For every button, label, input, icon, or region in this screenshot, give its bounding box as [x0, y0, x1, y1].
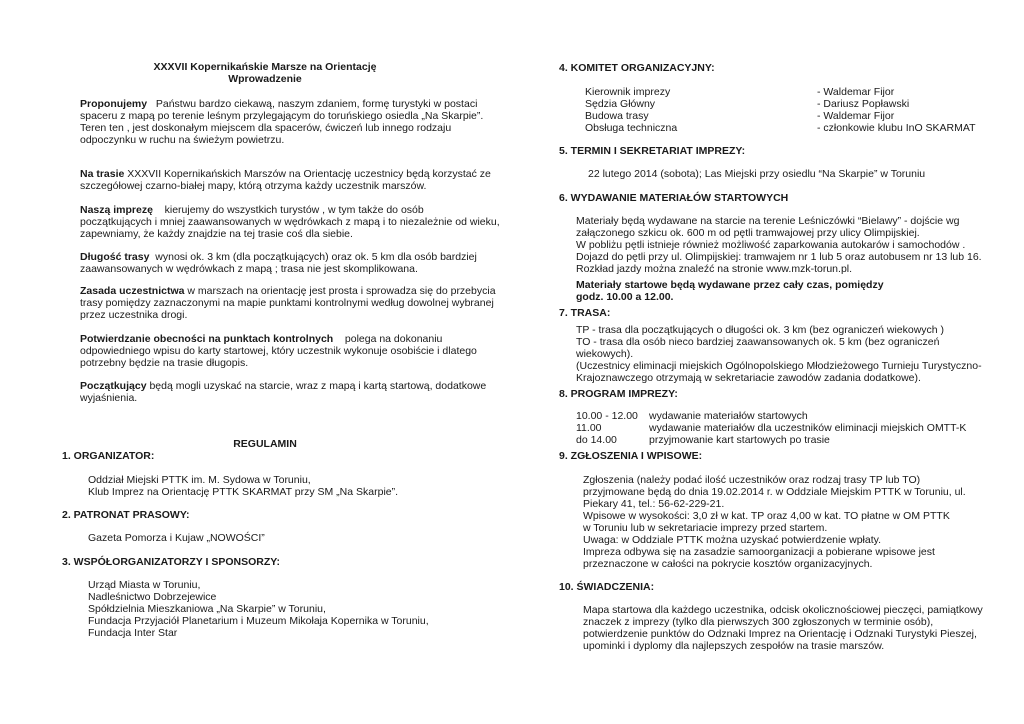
intro-p2-bold: Na trasie: [80, 168, 125, 180]
committee-name: - członkowie klubu InO SKARMAT: [817, 122, 976, 134]
intro-p1-bold: Proponujemy: [80, 98, 148, 110]
intro-p1-line4: odpoczynku w ruchu na świeżym powietrzu.: [80, 134, 285, 146]
intro-p5-line2: trasy pomiędzy zaznaczonymi na mapie punktami kontrolnymi według dowolnej wybranej: [80, 297, 494, 309]
section-10-line: potwierdzenie punktów do Odznaki Imprez na Orientację i Odznaki Turystyki Pieszej,: [583, 628, 977, 640]
intro-subtitle: Wprowadzenie: [228, 73, 302, 85]
intro-p1-line1: [80, 98, 477, 110]
section-1-heading: 1. ORGANIZATOR:: [62, 450, 155, 462]
intro-p3-line2: początkujących i mniej zaawansowanych w wędrówkach z mapą i to niezależnie od wieku,: [80, 216, 500, 228]
section-7-line: (Uczestnicy eliminacji miejskich Ogólnopolskiego Młodzieżowego Turnieju Turystyczno-: [576, 360, 982, 372]
intro-p2-line1: [80, 168, 491, 180]
section-1-line: Klub Imprez na Orientację PTTK SKARMAT przy SM „Na Skarpie”.: [88, 486, 399, 498]
intro-p6-line3: potrzebny będzie na trasie długopis.: [80, 357, 249, 369]
intro-p2-line2: szczegółowej czarno-białej mapy, którą otrzyma każdy uczestnik marszów.: [80, 180, 427, 192]
section-6-line: W pobliżu pętli istnieje również możliwość zaparkowania autokarów i samochodów .: [576, 239, 966, 251]
committee-role: Sędzia Główny: [585, 98, 656, 110]
section-4-heading: 4. KOMITET ORGANIZACYJNY:: [559, 62, 715, 74]
section-6-line: Dojazd do pętli przy ul. Olimpijskiej: tramwajem nr 1 lub 5 oraz autobusem nr 13 lub 16.: [576, 251, 982, 263]
section-6-line: Rozkład jazdy można znaleźć na stronie www.mzk-torun.pl.: [576, 263, 853, 275]
section-6-bold-line: godz. 10.00 a 12.00.: [576, 291, 674, 303]
intro-p7-line1: [80, 380, 486, 392]
intro-p1-text: Państwu bardzo ciekawą, naszym zdaniem, formę turystyki w postaci: [155, 98, 478, 110]
program-desc: przyjmowanie kart startowych po trasie: [649, 434, 830, 446]
section-9-line: przyjmowane będą do dnia 19.02.2014 r. w Oddziale Miejskim PTTK w Toruniu, ul.: [583, 486, 966, 498]
section-6-line: załączonego szkicu ok. 600 m od pętli tramwajowej przy ulicy Olimpijskiej.: [576, 227, 920, 239]
section-6-bold-line: Materiały startowe będą wydawane przez cały czas, pomiędzy: [576, 279, 884, 291]
program-time: do 14.00: [576, 434, 617, 446]
section-9-line: Zgłoszenia (należy podać ilość uczestników oraz rodzaj trasy TP lub TO): [583, 474, 921, 486]
section-5-line: 22 lutego 2014 (sobota); Las Miejski przy osiedlu “Na Skarpie” w Toruniu: [588, 168, 926, 180]
section-2-heading: 2. PATRONAT PRASOWY:: [62, 509, 190, 521]
section-3-line: Urząd Miasta w Toruniu,: [88, 579, 201, 591]
section-7-heading: 7. TRASA:: [559, 307, 611, 319]
section-6-heading: 6. WYDAWANIE MATERIAŁÓW STARTOWYCH: [559, 192, 789, 204]
program-time: 10.00 - 12.00: [576, 410, 638, 422]
intro-p7-bold: Początkujący: [80, 380, 147, 392]
section-9-line: Wpisowe w wysokości: 3,0 zł w kat. TP oraz 4,00 w kat. TO płatne w OM PTTK: [583, 510, 950, 522]
intro-p4-text: wynosi ok. 3 km (dla początkujących) oraz ok. 5 km dla osób bardziej: [155, 251, 477, 263]
intro-p5-bold: Zasada uczestnictwa: [80, 285, 185, 297]
program-desc: wydawanie materiałów startowych: [649, 410, 808, 422]
program-time: 11.00: [576, 422, 602, 434]
section-8-heading: 8. PROGRAM IMPREZY:: [559, 388, 678, 400]
section-10-line: Mapa startowa dla każdego uczestnika, odcisk okolicznościowej pieczęci, pamiątkowy: [583, 604, 983, 616]
regulamin-title: REGULAMIN: [233, 438, 297, 450]
intro-p5-text: w marszach na orientację jest prosta i sprowadza się do przebycia: [187, 285, 496, 297]
intro-p6-line2: odpowiedniego wpisu do karty startowej, który uczestnik wykonuje osobiście i dlatego: [80, 345, 477, 357]
intro-p6-text: polega na dokonaniu: [344, 333, 443, 345]
intro-p6-bold: Potwierdzanie obecności na punktach kontrolnych: [80, 333, 334, 345]
intro-p5-line1: [80, 285, 496, 297]
intro-p4-line1: [80, 251, 477, 263]
section-3-line: Spółdzielnia Mieszkaniowa „Na Skarpie” w Toruniu,: [88, 603, 326, 615]
intro-p2-text: XXXVII Kopernikańskich Marszów na Orientację uczestnicy będą korzystać ze: [127, 168, 491, 180]
section-7-line: TP - trasa dla początkujących o długości ok. 3 km (bez ograniczeń wiekowych ): [576, 324, 945, 336]
section-3-heading: 3. WSPÓŁORGANIZATORZY I SPONSORZY:: [62, 556, 280, 568]
section-7-line: TO - trasa dla osób nieco bardziej zaawansowanych ok. 5 km (bez ograniczeń: [576, 336, 940, 348]
section-6-line: Materiały będą wydawane na starcie na terenie Leśniczówki “Bielawy” - dojście wg: [576, 215, 960, 227]
section-9-line: Impreza odbywa się na zasadzie samoorganizacji a pobierane wpisowe jest: [583, 546, 935, 558]
intro-p4-bold: Długość trasy: [80, 251, 150, 263]
intro-p7-line2: wyjaśnienia.: [80, 392, 138, 404]
committee-role: Budowa trasy: [585, 110, 649, 122]
section-3-line: Fundacja Inter Star: [88, 627, 178, 639]
section-9-line: Piekary 41, tel.: 56-62-229-21.: [583, 498, 725, 510]
section-9-heading: 9. ZGŁOSZENIA I WPISOWE:: [559, 450, 703, 462]
section-10-line: znaczek z imprezy (tylko dla pierwszych 300 zgłoszonych w terminie osób),: [583, 616, 934, 628]
section-1-line: Oddział Miejski PTTK im. M. Sydowa w Toruniu,: [88, 474, 311, 486]
intro-p3-text: kierujemy do wszystkich turystów , w tym także do osób: [164, 204, 424, 216]
section-7-line: Krajoznawczego otrzymają w sekretariacie zawodów zadania dodatkowe).: [576, 372, 921, 384]
intro-p1-line2: spaceru z mapą po terenie leśnym przylegającym do toruńskiego osiedla „Na Skarpie”.: [80, 110, 484, 122]
section-3-line: Fundacja Przyjaciół Planetarium i Muzeum Mikołaja Kopernika w Toruniu,: [88, 615, 429, 627]
intro-p3-bold: Naszą imprezę: [80, 204, 153, 216]
intro-p5-line3: przez uczestnika drogi.: [80, 309, 188, 321]
intro-p3-line3: zapewniamy, że każdy znajdzie na tej trasie coś dla siebie.: [80, 228, 353, 240]
committee-role: Kierownik imprezy: [585, 86, 671, 98]
committee-role: Obsługa techniczna: [585, 122, 678, 134]
section-10-line: upominki i dyplomy dla najlepszych zespołów na trasie marszów.: [583, 640, 885, 652]
intro-p6-line1: [80, 333, 442, 345]
section-9-line: w Toruniu lub w sekretariacie imprezy przed startem.: [583, 522, 828, 534]
committee-name: - Dariusz Popławski: [817, 98, 910, 110]
intro-p4-line2: zaawansowanych w wędrówkach z mapą ; trasa nie jest skomplikowana.: [80, 263, 418, 275]
program-desc: wydawanie materiałów dla uczestników eliminacji miejskich OMTT-K: [649, 422, 967, 434]
intro-p1-line3: Teren ten , jest doskonałym miejscem dla spacerów, ćwiczeń lub innego rodzaju: [80, 122, 452, 134]
section-9-line: przeznaczone w całości na pokrycie kosztów organizacyjnych.: [583, 558, 873, 570]
section-7-line: wiekowych).: [576, 348, 634, 360]
committee-name: - Waldemar Fijor: [817, 86, 895, 98]
intro-p7-text: będą mogli uzyskać na starcie, wraz z mapą i kartą startową, dodatkowe: [149, 380, 487, 392]
intro-p3-line1: [80, 204, 424, 216]
section-5-heading: 5. TERMIN I SEKRETARIAT IMPREZY:: [559, 145, 746, 157]
section-10-heading: 10. ŚWIADCZENIA:: [559, 581, 655, 593]
section-3-line: Nadleśnictwo Dobrzejewice: [88, 591, 217, 603]
section-2-line: Gazeta Pomorza i Kujaw „NOWOŚCI”: [88, 532, 265, 544]
intro-title: XXXVII Kopernikańskie Marsze na Orientację: [153, 61, 377, 73]
section-9-line: Uwaga: w Oddziale PTTK można uzyskać potwierdzenie wpłaty.: [583, 534, 882, 546]
committee-name: - Waldemar Fijor: [817, 110, 895, 122]
